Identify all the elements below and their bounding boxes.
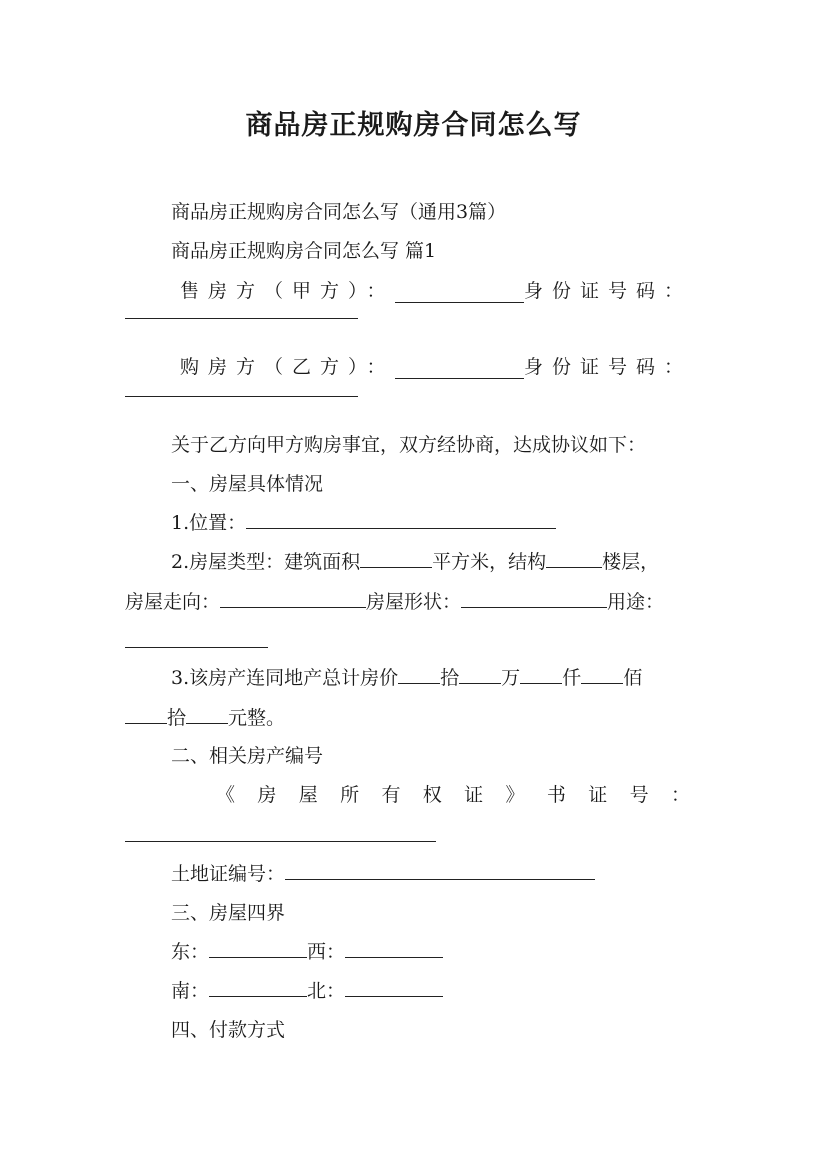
item-location-label: 1.位置： (171, 512, 247, 534)
section-2-heading: 二、相关房产编号 (171, 745, 324, 767)
price-blank (186, 706, 228, 724)
price-blank (398, 666, 440, 684)
item-house-type (171, 550, 659, 574)
land-cert-line (171, 862, 595, 886)
price-unit-bai: 佰 (623, 667, 643, 689)
structure-label: 平方米，结构 (432, 551, 547, 573)
east-blank (209, 940, 307, 958)
preamble-line: 关于乙方向甲方购房事宜，双方经协商，达成协议如下： (171, 434, 647, 456)
seller-name-blank (395, 285, 524, 303)
south-blank (209, 979, 307, 997)
price-unit-shi: 拾 (440, 667, 460, 689)
price-blank (459, 666, 501, 684)
shape-blank (461, 590, 607, 608)
property-cert-char: 书 (546, 784, 566, 806)
north-blank (345, 979, 443, 997)
price-blank (520, 666, 562, 684)
structure-blank (546, 550, 602, 568)
buyer-line (180, 355, 692, 379)
property-cert-char: 房 (257, 784, 277, 806)
property-cert-char: 号 (629, 784, 649, 806)
seller-id-label: 身份证号码： (523, 280, 692, 302)
property-cert-char: 证 (588, 784, 608, 806)
price-unit-qian: 仟 (562, 667, 582, 689)
price-label: 3.该房产连同地产总计房价 (171, 667, 399, 689)
seller-line (180, 279, 692, 303)
price-unit-wan: 万 (501, 667, 521, 689)
property-cert-char: 权 (422, 784, 442, 806)
shape-label: 房屋形状： (366, 591, 462, 613)
property-cert-char: 所 (340, 784, 360, 806)
orientation-label: 房屋走向： (125, 591, 221, 613)
item-price-cont (125, 706, 285, 730)
property-cert-char: 证 (464, 784, 484, 806)
item-location (171, 511, 556, 535)
boundary-south-north (171, 979, 443, 1003)
seller-label: 售房方（甲方）： (180, 280, 395, 302)
orientation-blank (220, 590, 366, 608)
price-blank (125, 706, 167, 724)
section-3-heading: 三、房屋四界 (171, 902, 286, 924)
buyer-id-label: 身份证号码： (523, 356, 692, 378)
price-blank (581, 666, 623, 684)
property-cert-char: 》 (505, 784, 525, 806)
item-house-type-label: 2.房屋类型：建筑面积 (171, 551, 361, 573)
north-label: 北： (307, 980, 346, 1002)
property-cert-char: ： (670, 784, 690, 806)
usage-label: 用途： (607, 591, 665, 613)
property-cert-blank (125, 841, 436, 842)
item-house-type-cont (125, 590, 664, 614)
boundary-east-west (171, 940, 443, 964)
property-cert-char: 《 (216, 784, 236, 806)
price-unit-shi-2: 拾 (167, 707, 187, 729)
land-cert-label: 土地证编号： (171, 863, 286, 885)
document-title: 商品房正规购房合同怎么写 (245, 110, 582, 141)
section-1-heading: 一、房屋具体情况 (171, 473, 324, 495)
property-cert-line (216, 783, 690, 807)
price-unit-yuan: 元整。 (228, 707, 286, 729)
west-label: 西： (307, 941, 346, 963)
section-4-heading: 四、付款方式 (171, 1019, 286, 1041)
area-blank (360, 550, 432, 568)
south-label: 南： (171, 980, 210, 1002)
location-blank (246, 511, 556, 529)
property-cert-char: 有 (381, 784, 401, 806)
property-cert-char: 屋 (298, 784, 318, 806)
article-heading: 商品房正规购房合同怎么写 篇1 (171, 240, 437, 262)
usage-blank (125, 647, 268, 648)
buyer-id-blank (125, 396, 358, 397)
buyer-name-blank (395, 361, 524, 379)
seller-id-blank (125, 318, 358, 319)
intro-line: 商品房正规购房合同怎么写（通用3篇） (171, 201, 507, 223)
east-label: 东： (171, 941, 210, 963)
west-blank (345, 940, 443, 958)
land-cert-blank (285, 862, 595, 880)
buyer-label: 购房方（乙方）： (180, 356, 395, 378)
floor-label: 楼层， (602, 551, 660, 573)
item-price (171, 666, 642, 690)
